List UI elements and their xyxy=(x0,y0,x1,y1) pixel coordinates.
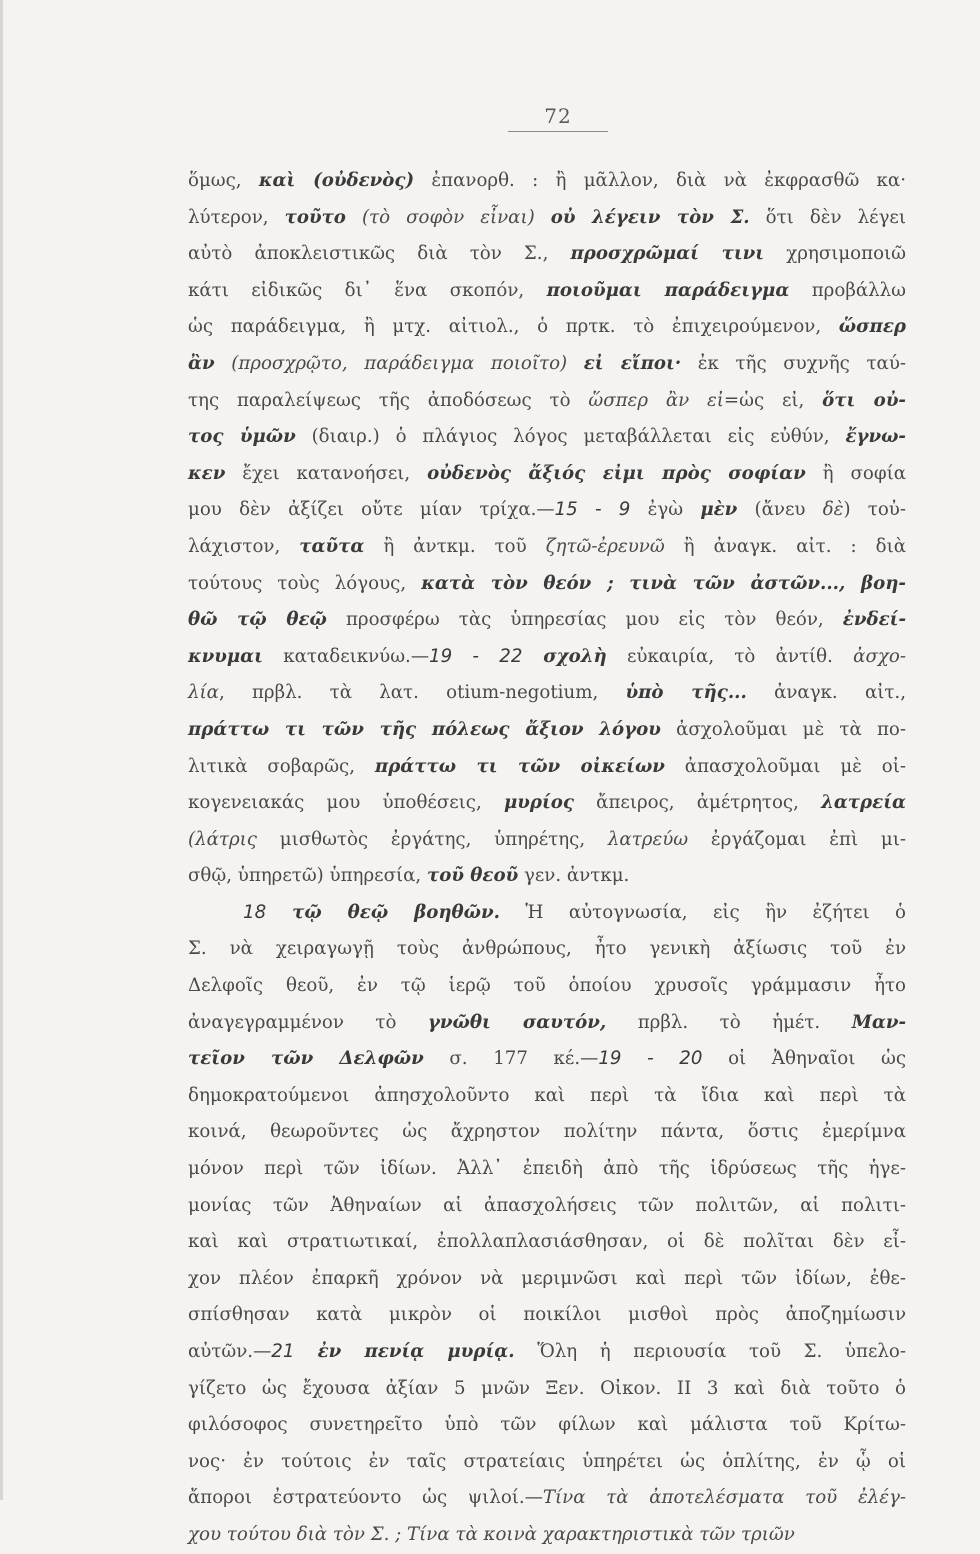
text-span: κεν xyxy=(188,462,226,484)
text-span: χου τούτου διὰ τὸν Σ. ; Τίνα τὰ κοινὰ χαρακτηριστικὰ τῶν τριῶν xyxy=(188,1523,795,1545)
page-number-rule xyxy=(508,131,608,132)
text-span: ἀναγκ. αἰτ., xyxy=(746,682,906,704)
text-span: (διαιρ.) ὁ πλάγιος λόγος μεταβάλλεται εἰς εὐθύν, xyxy=(295,426,846,448)
text-line xyxy=(188,785,906,822)
text-span: αὐτὸ ἀποκλειστικῶς διὰ τὸν Σ., xyxy=(188,243,571,265)
text-line xyxy=(188,163,906,200)
text-span: λατρεύω xyxy=(607,828,689,850)
text-line xyxy=(188,383,906,420)
text-span: μὲν xyxy=(700,499,738,521)
text-span: ἐπανορθ. : ἢ μᾶλλον, διὰ νὰ ἐκφρασθῶ κα· xyxy=(414,170,906,191)
text-line xyxy=(188,456,906,493)
text-span: καταδεικνύω.— xyxy=(262,645,430,667)
text-span: καὶ (οὐδενὸς) xyxy=(258,170,415,191)
text-span: ταῦτα xyxy=(299,535,365,557)
text-span: πράττω τι τῶν τῆς πόλεως ἄξιον λόγου xyxy=(188,718,661,740)
text-span: κατὰ τὸν θεόν ; τινὰ τῶν ἀστῶν..., βοη- xyxy=(421,572,906,594)
text-span: ὥσπερ ἂν εἰ xyxy=(588,389,724,411)
text-line xyxy=(188,749,906,786)
text-span: νος· ἐν τούτοις ἐν ταῖς στρατείαις ὑπηρέτει ὡς ὁπλίτης, ἐν ᾧ οἱ xyxy=(188,1450,906,1472)
text-span: 19 - 22 xyxy=(429,645,523,667)
text-line xyxy=(188,1114,906,1151)
text-span: μονίας τῶν Ἀθηναίων αἱ ἀπασχολήσεις τῶν πολιτῶν, αἱ πολιτι- xyxy=(188,1194,906,1216)
text-span: οἱ Ἀθηναῖοι ὡς xyxy=(702,1048,906,1070)
text-span: δὲ xyxy=(822,499,844,521)
text-line xyxy=(188,639,906,676)
text-span: προσχρῶμαί τινι xyxy=(570,243,765,265)
text-line xyxy=(188,566,906,603)
text-span: λία xyxy=(188,682,219,704)
text-line xyxy=(188,822,906,859)
text-span: ἀσχολοῦμαι μὲ τὰ πο- xyxy=(660,718,906,740)
text-span: ἀπασχολοῦμαι μὲ οἰ- xyxy=(664,755,906,777)
text-span: λατρεία xyxy=(821,792,906,814)
text-span: ἂν xyxy=(188,352,215,374)
text-line xyxy=(188,602,906,639)
text-span: Μαν- xyxy=(851,1011,906,1033)
text-line xyxy=(188,858,906,895)
text-span: (λάτρις xyxy=(188,828,257,850)
page-edge xyxy=(0,0,3,1500)
text-line xyxy=(188,1480,906,1517)
text-line xyxy=(188,529,906,566)
text-span: Ὅλη ἡ περιουσία τοῦ Σ. ὑπελο- xyxy=(514,1341,906,1362)
text-span: ἐγὼ xyxy=(630,499,701,521)
text-span: (προσχρῷτο, παράδειγμα ποιοῖτο) xyxy=(214,352,584,374)
text-line xyxy=(188,1444,906,1481)
text-span: τος ὑμῶν xyxy=(188,426,296,448)
text-span: ὡς παράδειγμα, ἢ μτχ. αἰτιολ., ὁ πρτκ. τὸ ἐπιχειρούμενον, xyxy=(188,316,839,338)
text-span: τοῦτο xyxy=(284,206,346,228)
text-span: της παραλείψεως τῆς ἀποδόσεως τὸ xyxy=(188,389,589,411)
text-span: σχολὴ xyxy=(522,645,607,667)
text-span: 19 - 20 xyxy=(598,1048,703,1070)
text-span: τῷ θεῷ βοηθῶν. xyxy=(266,901,500,923)
text-span: ἢ ἀντκμ. τοῦ xyxy=(364,535,546,557)
text-line xyxy=(188,1371,906,1408)
text-span: μου δὲν ἀξίζει οὔτε μίαν τρίχα.— xyxy=(188,499,555,521)
text-span: ὑπὸ τῆς... xyxy=(625,682,747,704)
text-span: προσφέρω τὰς ὑπηρεσίας μου εἰς τὸν θεόν, xyxy=(326,609,843,631)
text-span: λάχιστον, xyxy=(188,535,300,557)
text-line xyxy=(188,895,906,932)
text-span: 18 xyxy=(243,901,267,923)
text-span: σθῷ, ὑπηρετῶ) ὑπηρεσία, xyxy=(188,865,427,887)
text-span: καὶ καὶ στρατιωτικαί, ἐπολλαπλασιάσθησαν, οἱ δὲ πολῖται δὲν εἶ- xyxy=(188,1231,906,1253)
text-span: Ἡ αὐτογνωσία, εἰς ἣν ἐζήτει ὁ xyxy=(499,901,906,923)
text-span: ἐκ τῆς συχνῆς ταύ- xyxy=(681,352,907,374)
text-span: 15 - 9 xyxy=(554,499,631,521)
text-span: θῶ τῷ θεῷ xyxy=(188,609,327,631)
text-span: λιτικὰ σοβαρῶς, xyxy=(188,755,375,777)
text-span: , πρβλ. τὰ λατ. otium-negotium, xyxy=(218,682,626,704)
text-span: μυρίος xyxy=(503,792,574,814)
text-line xyxy=(188,309,906,346)
text-span: κοινά, θεωροῦντες ὡς ἄχρηστον πολίτην πάντα, ὅστις ἐμερίμνα xyxy=(188,1121,906,1143)
text-span: χον πλέον ἐπαρκῆ χρόνον νὰ μεριμνῶσι καὶ περὶ τῶν ἰδίων, ἐθε- xyxy=(188,1267,906,1289)
text-line xyxy=(188,1407,906,1444)
text-line xyxy=(188,1517,906,1554)
text-span: κογενειακάς μου ὑποθέσεις, xyxy=(188,792,504,814)
text-span: μόνον περὶ τῶν ἰδίων. Ἀλλ᾽ ἐπειδὴ ἀπὸ τῆς ἱδρύσεως τῆς ἡγε- xyxy=(188,1158,906,1180)
text-span: αὐτῶν.— xyxy=(188,1341,272,1362)
text-span: πρβλ. τὸ ἡμέτ. xyxy=(606,1011,852,1033)
text-span: ὅτι δὲν λέγει xyxy=(749,206,906,228)
text-span: ὥσπερ xyxy=(838,316,906,338)
text-span: γίζετο ὡς ἔχουσα ἀξίαν 5 μνῶν Ξεν. Οἰκον. ΙΙ 3 καὶ διὰ τοῦτο ὁ xyxy=(188,1377,906,1399)
text-span: (τὸ σοφὸν εἶναι) xyxy=(345,206,551,228)
text-span: χρησιμοποιῶ xyxy=(764,243,907,265)
text-span: γνῶθι σαυτόν, xyxy=(427,1011,607,1033)
text-line xyxy=(188,712,906,749)
text-span: οὐ λέγειν τὸν Σ. xyxy=(550,206,750,228)
text-span: οὐδενὸς ἄξιός εἰμι πρὸς σοφίαν xyxy=(427,462,806,484)
text-span: σ. 177 κέ.— xyxy=(423,1048,599,1070)
text-line xyxy=(188,968,906,1005)
text-span: 21 xyxy=(271,1341,295,1362)
text-span: ἀσχο- xyxy=(853,645,906,667)
text-span: (ἄνευ xyxy=(737,499,823,521)
text-span: ἀναγεγραμμένον τὸ xyxy=(188,1011,428,1033)
text-line xyxy=(188,1078,906,1115)
text-line xyxy=(188,675,906,712)
text-line xyxy=(188,1188,906,1225)
text-span: προβάλλω xyxy=(789,279,906,301)
text-span: τούτους τοὺς λόγους, xyxy=(188,572,422,594)
text-line xyxy=(188,419,906,456)
text-span: ὅμως, xyxy=(188,170,259,191)
commentary-body xyxy=(188,163,906,1554)
text-span: ἐνδεί- xyxy=(842,609,906,631)
text-span: ) τοὐ- xyxy=(843,499,906,521)
text-span: πράττω τι τῶν οἰκείων xyxy=(374,755,665,777)
text-line xyxy=(188,931,906,968)
text-line xyxy=(188,1297,906,1334)
text-span: λύτερον, xyxy=(188,206,285,228)
text-span: φιλόσοφος συνετηρεῖτο ὑπὸ τῶν φίλων καὶ μάλιστα τοῦ Κρίτω- xyxy=(188,1414,906,1436)
text-line xyxy=(188,1261,906,1298)
text-span: σπίσθησαν κατὰ μικρὸν οἱ ποικίλοι μισθοὶ πρὸς ἀποζημίωσιν xyxy=(188,1304,906,1326)
text-line xyxy=(188,273,906,310)
text-line xyxy=(188,236,906,273)
text-span: γεν. ἀντκμ. xyxy=(518,865,630,887)
text-span: μισθωτὸς ἐργάτης, ὑπηρέτης, xyxy=(256,828,608,850)
text-line xyxy=(188,346,906,383)
text-line xyxy=(188,492,906,529)
text-span: ἄποροι ἐστρατεύοντο ὡς ψιλοί.— xyxy=(188,1487,543,1509)
text-span: ζητῶ-ἐρευνῶ xyxy=(545,535,665,557)
text-span: εὐκαιρία, τὸ ἀντίθ. xyxy=(606,645,854,667)
text-line xyxy=(188,1334,906,1371)
text-span: Δελφοῖς θεοῦ, ἐν τῷ ἱερῷ τοῦ ὁποίου χρυσοῖς γράμμασιν ἦτο xyxy=(188,975,906,997)
text-line xyxy=(188,1151,906,1188)
text-span: δημοκρατούμενοι ἀπησχολοῦντο καὶ περὶ τὰ ἴδια καὶ περὶ τὰ xyxy=(188,1084,906,1106)
text-span: ἐργάζομαι ἐπὶ μι- xyxy=(688,828,906,850)
text-span: εἰ εἴποι· xyxy=(583,352,682,374)
text-line xyxy=(188,1041,906,1078)
text-span: τεῖον τῶν Δελφῶν xyxy=(188,1048,424,1070)
text-span: Σ. νὰ χειραγωγῇ τοὺς ἀνθρώπους, ἦτο γενικὴ ἀξίωσις τοῦ ἐν xyxy=(188,938,906,960)
text-span: κάτι εἰδικῶς δι᾽ ἕνα σκοπόν, xyxy=(188,279,547,301)
page-number: 72 xyxy=(544,104,572,128)
text-span: ποιοῦμαι παράδειγμα xyxy=(546,279,790,301)
text-line xyxy=(188,1224,906,1261)
text-line xyxy=(188,200,906,237)
text-line xyxy=(188,1005,906,1042)
text-span: =ὡς εἰ, xyxy=(723,389,823,411)
text-span: ἄπειρος, ἀμέτρητος, xyxy=(574,792,822,814)
text-span: ἔγνω- xyxy=(845,426,906,448)
text-span: κνυμαι xyxy=(188,645,263,667)
text-span: ὅτι οὐ- xyxy=(822,389,906,411)
text-span: ἢ σοφία xyxy=(805,462,907,484)
text-span: Τίνα τὰ ἀποτελέσματα τοῦ ἐλέγ- xyxy=(542,1487,907,1509)
text-span: ἢ ἀναγκ. αἰτ. : διὰ xyxy=(664,535,906,557)
text-span: ἐν πενίᾳ μυρίᾳ. xyxy=(294,1341,515,1362)
text-span: ἔχει κατανοήσει, xyxy=(225,462,428,484)
text-span: τοῦ θεοῦ xyxy=(426,865,519,887)
